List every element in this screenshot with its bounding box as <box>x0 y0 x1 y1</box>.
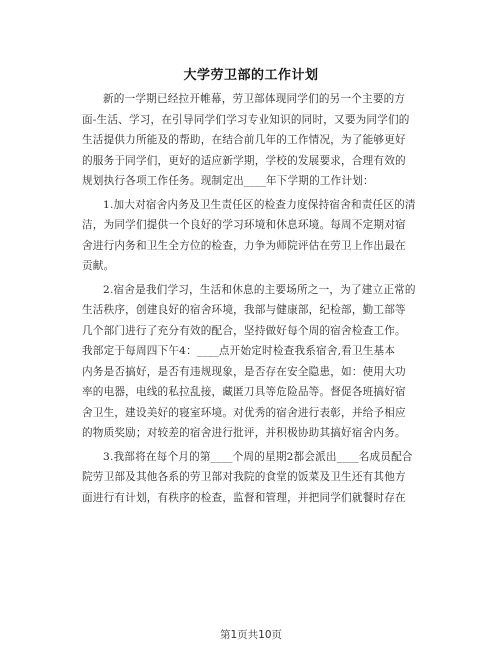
text-line: 面进行有计划，有秩序的检查，监督和管理，并把同学们就餐时存在 <box>82 491 406 504</box>
paragraph-item-2 <box>82 280 424 444</box>
text-line: 2.宿舍是我们学习，生活和休息的主要场所之一，为了建立正常的 <box>103 283 416 296</box>
text-line: 生活秩序，创建良好的宿舍环境，我部与健康部，纪检部，勤工部等 <box>82 304 406 316</box>
text-line: 面-生活、学习，在引导同学们学习专业知识的同时，又要为同学们的 <box>82 113 410 126</box>
text-line: 舍进行内务和卫生全方位的检查，力争为师院评估在劳卫上作出最在 <box>82 239 406 252</box>
text-line: 我部定于每周四下午4：____点开始定时检查我系宿舍,看卫生基本 <box>82 345 396 357</box>
page-number-footer: 第1页共10页 <box>219 629 283 641</box>
text-line: 的物质奖励；对较差的宿舍进行批评，并积极协助其搞好宿舍内务。 <box>82 427 406 439</box>
text-line: 1.加大对宿舍内务及卫生责任区的检查力度保持宿舍和责任区的清 <box>103 198 416 211</box>
document-title: 大学劳卫部的工作计划 <box>183 68 319 83</box>
document-body <box>82 89 424 508</box>
text-line: 率的电器，电线的私拉乱接，藏匿刀具等危险品等。督促各班搞好宿 <box>82 386 406 398</box>
text-line: 贡献。 <box>82 260 115 272</box>
text-line: 规划执行各项工作任务。现制定出____年下学期的工作计划： <box>82 175 374 187</box>
text-line: 几个部门进行了充分有效的配合，坚持做好每个周的宿舍检查工作。 <box>82 324 406 337</box>
text-line: 院劳卫部及其他各系的劳卫部对我院的食堂的饭菜及卫生还有其他方 <box>82 471 406 483</box>
paragraph-item-3 <box>82 447 424 509</box>
text-line: 的服务于同学们，更好的适应新学期，学校的发展要求，合理有效的 <box>82 154 406 167</box>
text-line: 3.我部将在每个月的第____个周的星期2都会派出____名成员配合 <box>103 450 413 463</box>
text-line: 舍卫生，建设美好的寝室环境。对优秀的宿舍进行表彰，并给予相应 <box>82 406 406 419</box>
text-line: 生活提供力所能及的帮助，在结合前几年的工作情况，为了能够更好 <box>82 134 406 146</box>
text-line: 洁，为同学们提供一个良好的学习环境和休息环境。每周不定期对宿 <box>82 219 406 231</box>
text-line: 内务是否搞好，是否有违规现象，是否存在安全隐患，如：使用大功 <box>82 365 406 378</box>
paragraph-intro <box>82 89 424 192</box>
text-line: 新的一学期已经拉开帷幕，劳卫部体现同学们的另一个主要的方 <box>103 93 406 105</box>
paragraph-item-1 <box>82 195 424 277</box>
